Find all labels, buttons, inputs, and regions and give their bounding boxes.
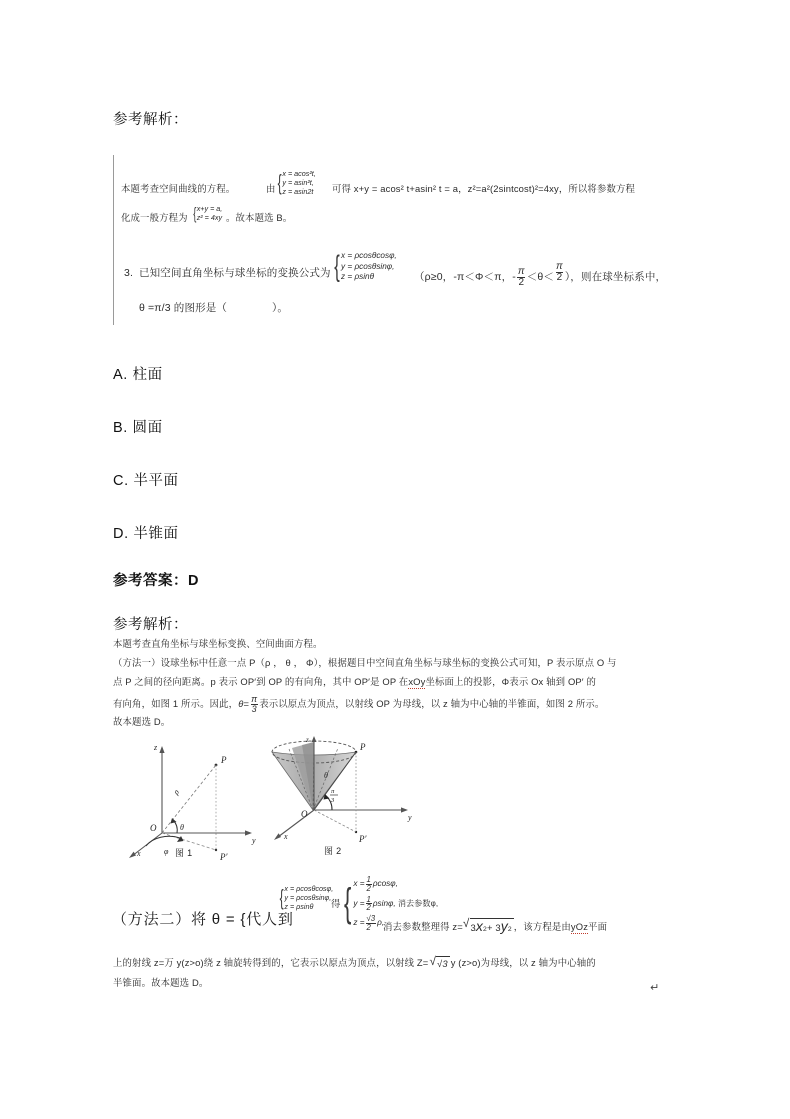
svg-text:O: O: [301, 809, 308, 819]
fraction-pi-over-2-upper: [555, 262, 564, 283]
method2-last-line-1: [113, 956, 596, 970]
system-row: z = ρsinθ: [284, 902, 314, 911]
system-row: x = acos²t,: [282, 169, 316, 178]
brace-glyph: {: [334, 250, 340, 284]
fraction-numerator: √3: [366, 914, 376, 924]
xoy-plane-token: xOy: [408, 676, 426, 687]
fraction-denominator: 2: [556, 271, 563, 283]
svg-text:ρ: ρ: [171, 787, 181, 797]
row-head: y =: [353, 898, 365, 908]
reference-answer: 参考答案：D: [113, 573, 199, 589]
analysis-line3-g: 坐标面上的投影，Φ表示 Ox 轴到 OP′ 的: [425, 676, 596, 687]
exponent: 2: [507, 926, 512, 933]
row-tail: ρcosφ,: [372, 879, 398, 889]
analysis-line3-e: 是 OP 在: [370, 676, 409, 687]
method2-prefix: （方法二）将 θ = {代人到: [112, 911, 294, 928]
figure-2: [256, 736, 436, 856]
brace-glyph: {: [277, 170, 282, 195]
question3-stem-part3: ）。: [272, 302, 289, 314]
svg-text:y: y: [408, 813, 412, 822]
question3-stem-part1: 已知空间直角坐标与球坐标的变换公式为: [139, 267, 331, 279]
prime-mark: ′: [254, 676, 257, 687]
variable-y: y: [500, 918, 508, 934]
svg-text:P: P: [221, 755, 227, 765]
svg-text:P′: P′: [359, 834, 367, 844]
condition-lt: ＜θ＜: [526, 271, 555, 284]
analysis-line4-a: 有向角，如图 1 所示。因此，: [113, 698, 239, 710]
fraction-denominator: 3: [251, 703, 257, 714]
fraction-denominator: 2: [366, 923, 377, 932]
pilcrow-mark: ↵: [650, 982, 660, 994]
system-row: [353, 896, 398, 913]
radical-sign: √: [429, 955, 437, 968]
method2-input-system: [278, 884, 333, 911]
system-row: y = asin²t,: [282, 178, 314, 187]
radicand: [470, 918, 514, 936]
analysis-body: [113, 638, 693, 728]
block1-line1-prefix: 本题考查空间曲线的方程。: [121, 183, 236, 194]
analysis-heading: 参考解析：: [113, 617, 188, 633]
radicand-plus: + 3: [486, 922, 501, 933]
system-row: y = ρcosθsinφ,: [284, 893, 332, 902]
analysis-line-5: 故本题选 D。: [113, 716, 171, 727]
method2-de: 得: [331, 898, 341, 909]
svg-text:x: x: [137, 849, 141, 858]
last-line-a: 上的射线 z=万 y(z>o)绕 z 轴旋转得到的，它表示以原点为顶点，以射线 Z=: [113, 957, 429, 968]
figure-2-svg: [256, 736, 436, 850]
question3-number: 3.: [124, 267, 134, 279]
svg-text:z: z: [306, 736, 309, 744]
block1-line2-prefix: 化成一般方程为: [121, 212, 188, 223]
fraction-pi-over-2-lower: [517, 267, 526, 288]
figure-1: [120, 738, 270, 862]
block1-system-parametric: [276, 169, 316, 196]
prime-mark: ′: [368, 676, 371, 687]
brace-glyph: {: [344, 881, 352, 926]
system-row: [353, 876, 398, 893]
svg-text:θ: θ: [180, 823, 184, 832]
scan-block-previous-question: [113, 155, 689, 325]
yoz-plane-token: yOz: [570, 920, 589, 932]
system-row: z = ρsinθ: [341, 272, 375, 281]
system-row: x+y = a,: [196, 204, 223, 213]
svg-text:x: x: [284, 832, 288, 841]
question3-system: [332, 251, 397, 283]
eliminate-text: 消去参数整理得 z=: [383, 921, 463, 932]
condition-close: ），则在球坐标系中，: [564, 271, 667, 284]
square-root: [463, 918, 514, 936]
svg-text:O: O: [150, 823, 157, 833]
fraction-one-half: [366, 896, 372, 913]
method-two-block: [112, 875, 693, 1008]
svg-text:θ: θ: [324, 771, 328, 780]
variable-x: x: [475, 918, 484, 934]
question3-stem-part2: =π/3 的图形是（: [148, 302, 228, 314]
brace-glyph: {: [279, 885, 284, 910]
fraction-numerator: 1: [366, 875, 371, 884]
equals-symbol: =: [243, 698, 250, 710]
analysis-line-3: [113, 676, 596, 689]
equation-tail-b: 平面: [588, 921, 608, 932]
svg-text:φ: φ: [164, 847, 169, 856]
analysis-line-4: [113, 695, 604, 714]
svg-text:P′: P′: [220, 852, 228, 862]
row-tail: ρsinφ,: [372, 898, 396, 908]
analysis-line3-c: 到 OP 的有向角，其中 OP: [256, 676, 369, 687]
fraction-numerator: π: [251, 694, 258, 704]
system-row: y = ρcosθsinφ,: [341, 261, 395, 271]
figure-1-caption: 图 1: [175, 848, 193, 858]
system-row: x = ρcosθcosφ,: [341, 251, 397, 260]
analysis-line-2: （方法一）设球坐标中任意一点 P（ρ ， θ ， Φ），根据题目中空间直角坐标与球坐标的变换公式可知，P 表示原点 O 与: [113, 657, 617, 668]
fraction-denominator: 2: [366, 903, 371, 913]
fraction-numerator: 1: [366, 894, 371, 904]
svg-text:y: y: [252, 836, 256, 845]
option-b[interactable]: B. 圆面: [113, 420, 163, 436]
radicand-coef-1: 3: [470, 922, 476, 933]
block1-system-general: [192, 204, 222, 222]
block1-line1-by: 由: [266, 183, 276, 194]
svg-text:P: P: [360, 742, 366, 752]
row-head: x =: [353, 879, 365, 889]
method2-last-line-2: 半锥面。故本题选 D。: [113, 977, 209, 988]
system-row: z² = 4xy: [196, 213, 223, 222]
analysis-line4-b: 表示以原点为顶点，以射线 OP 为母线，以 z 轴为中心轴的半锥面，如图 2 所示。: [259, 698, 605, 710]
equation-tail-a: ，该方程是由: [513, 921, 571, 932]
analysis-line-1: 本题考查直角坐标与球坐标变换、空间曲面方程。: [113, 638, 323, 649]
svg-text:3: 3: [331, 797, 335, 804]
radical-sign: √: [462, 917, 470, 930]
exponent: 2: [483, 926, 487, 933]
fraction-denominator: 2: [366, 883, 371, 893]
question3-condition: [414, 261, 667, 288]
option-a[interactable]: A. 柱面: [113, 367, 163, 383]
radicand: √3: [437, 958, 448, 969]
block1-line1-mid: 可得 x+y = acos² t+asin² t = a，z²=a²(2sintcost)²=4xy，所以将参数方程: [332, 183, 636, 194]
fraction-sqrt3-over-2: [366, 915, 377, 932]
top-analysis-heading: 参考解析：: [113, 112, 188, 128]
svg-text:π: π: [331, 788, 335, 795]
system-row: x = ρcosθcosφ,: [284, 884, 334, 893]
fraction-pi-over-3: [250, 695, 258, 714]
fraction-one-half: [366, 876, 372, 893]
method2-eliminate-a: 消去参数φ,: [398, 899, 439, 908]
analysis-line3-a: 点 P 之间的径向距离。p 表示 OP: [113, 676, 255, 687]
sqrt-three: [429, 956, 449, 970]
last-line-b: y (z>o)为母线，以 z 轴为中心轴的: [450, 957, 596, 968]
condition-open: （ρ: [414, 271, 431, 284]
method2-result-equation: [383, 918, 607, 936]
option-c[interactable]: C. 半平面: [113, 473, 179, 489]
system-row: z = asin2t: [282, 187, 314, 196]
brace-glyph: {: [193, 203, 197, 223]
row-head: z =: [353, 918, 365, 928]
svg-text:z: z: [154, 743, 158, 752]
fraction-numerator: π: [517, 266, 525, 277]
option-d[interactable]: D. 半锥面: [113, 526, 179, 542]
theta-symbol: θ: [238, 698, 244, 710]
fraction-denominator: 2: [518, 276, 525, 288]
block1-line2-suffix: 。故本题选 B。: [226, 212, 293, 223]
condition-ge: ≥0，-π＜Φ＜π，-: [430, 271, 516, 284]
question3-stem-theta: θ: [139, 302, 145, 314]
row-tail: ρ,: [377, 918, 385, 928]
fraction-numerator: π: [556, 261, 563, 272]
figure-2-caption: 图 2: [324, 846, 342, 856]
